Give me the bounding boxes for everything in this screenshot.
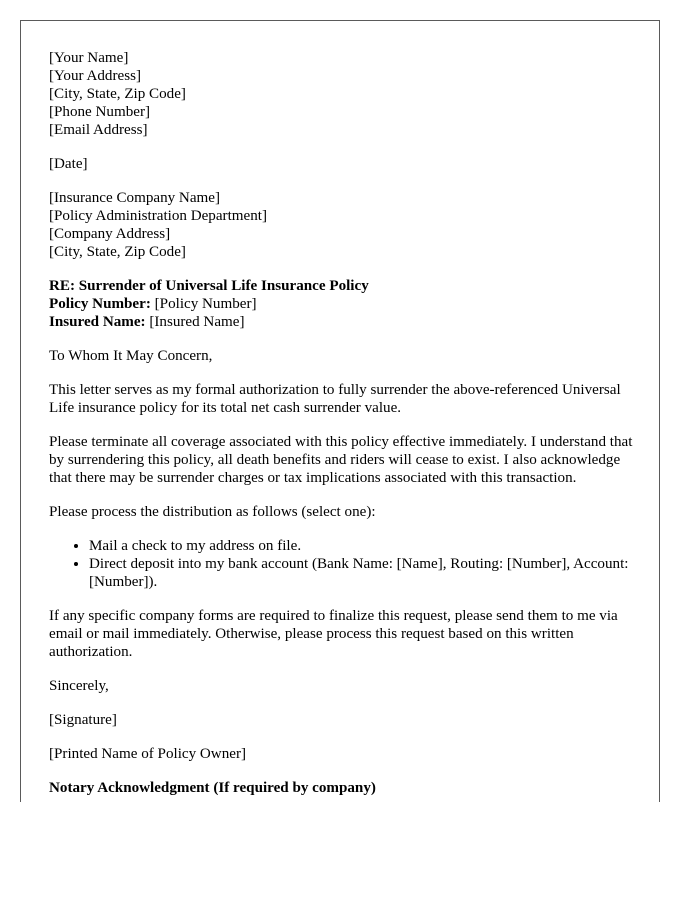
recipient-company: [Insurance Company Name] bbox=[49, 190, 220, 206]
sender-email: [Email Address] bbox=[49, 122, 148, 138]
salutation: To Whom It May Concern, bbox=[49, 348, 213, 364]
sender-address: [Your Address] bbox=[49, 68, 141, 84]
subject-block bbox=[49, 277, 634, 331]
letter-body bbox=[49, 49, 634, 802]
signature-placeholder: [Signature] bbox=[49, 712, 117, 728]
recipient-address: [Company Address] bbox=[49, 226, 171, 242]
policy-number-value: [Policy Number] bbox=[154, 296, 257, 312]
authorization-paragraph: This letter serves as my formal authorization to fully surrender the above-referenced Universal Life insurance policy for its total net cash surrender value. bbox=[49, 382, 621, 416]
insured-name-line bbox=[49, 313, 634, 331]
distribution-intro: Please process the distribution as follows (select one): bbox=[49, 504, 376, 520]
sender-name: [Your Name] bbox=[49, 50, 129, 66]
policy-number-label: Policy Number: bbox=[49, 296, 151, 312]
letter-date: [Date] bbox=[49, 156, 88, 172]
sender-block bbox=[49, 49, 634, 139]
distribution-options-list bbox=[49, 537, 634, 591]
subject-line: RE: Surrender of Universal Life Insurance Policy bbox=[49, 278, 369, 294]
notary-acknowledgment-line: Notary Acknowledgment (If required by company) bbox=[49, 780, 376, 796]
letter-page bbox=[20, 20, 660, 802]
termination-paragraph: Please terminate all coverage associated with this policy effective immediately. I understand that by surrendering this policy, all death benefits and riders will cease to exist. I also acknowledge that there may be surrender charges or tax implications associated with this transaction. bbox=[49, 434, 633, 486]
insured-name-value: [Insured Name] bbox=[149, 314, 245, 330]
recipient-department: [Policy Administration Department] bbox=[49, 208, 267, 224]
policy-number-line bbox=[49, 295, 634, 313]
forms-paragraph: If any specific company forms are required to finalize this request, please send them to me via email or mail immediately. Otherwise, please process this request based on this written authorization. bbox=[49, 608, 618, 660]
insured-name-label: Insured Name: bbox=[49, 314, 146, 330]
sender-phone: [Phone Number] bbox=[49, 104, 151, 120]
closing: Sincerely, bbox=[49, 678, 109, 694]
distribution-option-direct-deposit: • Direct deposit into my bank account (Bank Name: [Name], Routing: [Number], Account: [Number]). bbox=[89, 555, 634, 591]
date-block bbox=[49, 155, 634, 173]
recipient-block bbox=[49, 189, 634, 261]
printed-name: [Printed Name of Policy Owner] bbox=[49, 746, 247, 762]
recipient-city-state-zip: [City, State, Zip Code] bbox=[49, 244, 186, 260]
distribution-option-check: • Mail a check to my address on file. bbox=[89, 537, 634, 555]
sender-city-state-zip: [City, State, Zip Code] bbox=[49, 86, 186, 102]
